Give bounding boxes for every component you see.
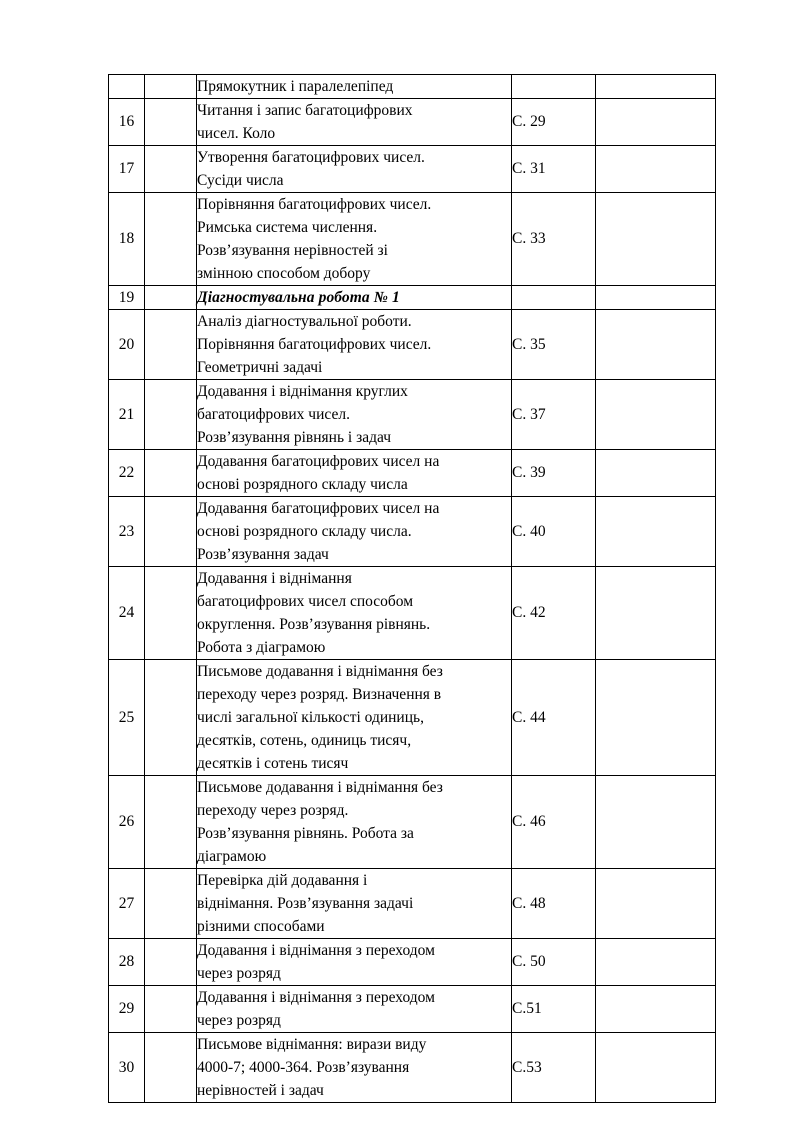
notes-cell — [596, 1033, 716, 1103]
lesson-number-cell: 29 — [109, 986, 145, 1033]
lesson-topic-line: Робота з діаграмою — [197, 639, 326, 656]
lesson-topic-line: десятків, сотень, одиниць тисяч, — [197, 732, 412, 749]
lesson-topic-line: Розв’язування нерівностей зі — [197, 242, 388, 259]
textbook-page-cell: С. 35 — [512, 310, 596, 380]
lesson-topic-cell — [197, 193, 512, 286]
lesson-number-cell: 17 — [109, 146, 145, 193]
lesson-topic-line: нерівностей і задач — [197, 1082, 324, 1099]
notes-cell — [596, 567, 716, 660]
lesson-number-cell: 30 — [109, 1033, 145, 1103]
table-row — [109, 567, 716, 660]
table-row — [109, 75, 716, 99]
lesson-topic-cell — [197, 869, 512, 939]
lesson-number-cell: 28 — [109, 939, 145, 986]
table-row — [109, 450, 716, 497]
lesson-topic-line: Утворення багатоцифрових чисел. — [197, 149, 425, 166]
textbook-page-cell: С.51 — [512, 986, 596, 1033]
lesson-date-cell — [145, 380, 197, 450]
lesson-date-cell — [145, 99, 197, 146]
lesson-topic-line: 4000-7; 4000-364. Розв’язування — [197, 1059, 410, 1076]
lesson-topic-line: багатоцифрових чисел. — [197, 406, 350, 423]
lesson-topic-cell — [197, 380, 512, 450]
table-row — [109, 497, 716, 567]
textbook-page-cell: С.53 — [512, 1033, 596, 1103]
lesson-topic-line: різними способами — [197, 918, 325, 935]
lesson-topic-line: Письмове додавання і віднімання без — [197, 779, 443, 796]
notes-cell — [596, 497, 716, 567]
lesson-number-cell: 21 — [109, 380, 145, 450]
lesson-number-cell: 19 — [109, 286, 145, 310]
lesson-topic-line: віднімання. Розв’язування задачі — [197, 895, 414, 912]
lesson-number-cell: 23 — [109, 497, 145, 567]
lesson-date-cell — [145, 1033, 197, 1103]
lesson-topic-line: Додавання багатоцифрових чисел на — [197, 500, 440, 517]
lesson-topic-cell — [197, 660, 512, 776]
lesson-topic-line: Сусіди числа — [197, 172, 284, 189]
lesson-topic-line: Прямокутник і паралелепіпед — [197, 78, 394, 95]
table-row — [109, 193, 716, 286]
table-row — [109, 380, 716, 450]
lesson-number-cell: 20 — [109, 310, 145, 380]
lesson-topic-line: переходу через розряд. Визначення в — [197, 686, 442, 703]
textbook-page-cell: С. 42 — [512, 567, 596, 660]
lesson-topic-cell — [197, 776, 512, 869]
lesson-date-cell — [145, 75, 197, 99]
lesson-date-cell — [145, 193, 197, 286]
lesson-topic-line: змінною способом добору — [197, 265, 371, 282]
lesson-date-cell — [145, 450, 197, 497]
lesson-date-cell — [145, 146, 197, 193]
notes-cell — [596, 986, 716, 1033]
lesson-topic-line: через розряд — [197, 965, 281, 982]
textbook-page-cell: С. 39 — [512, 450, 596, 497]
textbook-page-cell: С. 29 — [512, 99, 596, 146]
textbook-page-cell: С. 50 — [512, 939, 596, 986]
lesson-topic-cell — [197, 497, 512, 567]
textbook-page-cell: С. 40 — [512, 497, 596, 567]
lesson-plan-table — [108, 74, 716, 1103]
textbook-page-cell — [512, 286, 596, 310]
table-row — [109, 869, 716, 939]
lesson-date-cell — [145, 660, 197, 776]
lesson-topic-line: Порівняння багатоцифрових чисел. — [197, 196, 432, 213]
textbook-page-cell — [512, 75, 596, 99]
lesson-number-cell: 18 — [109, 193, 145, 286]
lesson-topic-line: числі загальної кількості одиниць, — [197, 709, 424, 726]
notes-cell — [596, 939, 716, 986]
lesson-topic-line: десятків і сотень тисяч — [197, 755, 349, 772]
lesson-topic-line: Порівняння багатоцифрових чисел. — [197, 336, 432, 353]
lesson-topic-line: багатоцифрових чисел способом — [197, 593, 414, 610]
table-row — [109, 660, 716, 776]
lesson-date-cell — [145, 776, 197, 869]
lesson-topic-cell — [197, 1033, 512, 1103]
notes-cell — [596, 146, 716, 193]
lesson-topic-cell — [197, 567, 512, 660]
table-row — [109, 286, 716, 310]
lesson-date-cell — [145, 567, 197, 660]
lesson-number-cell: 25 — [109, 660, 145, 776]
notes-cell — [596, 310, 716, 380]
lesson-topic-line: чисел. Коло — [197, 125, 276, 142]
lesson-date-cell — [145, 286, 197, 310]
lesson-topic-cell — [197, 939, 512, 986]
lesson-topic-line: Додавання багатоцифрових чисел на — [197, 453, 440, 470]
lesson-topic-cell — [197, 75, 512, 99]
lesson-plan-table-wrapper — [108, 74, 715, 1103]
lesson-date-cell — [145, 939, 197, 986]
table-row — [109, 310, 716, 380]
lesson-number-cell — [109, 75, 145, 99]
lesson-topic-line: Римська система числення. — [197, 219, 378, 236]
notes-cell — [596, 776, 716, 869]
lesson-date-cell — [145, 986, 197, 1033]
lesson-date-cell — [145, 869, 197, 939]
lesson-topic-line: Письмове додавання і віднімання без — [197, 663, 443, 680]
lesson-topic-line: Діагностувальна робота № 1 — [197, 289, 400, 306]
lesson-topic-line: округлення. Розв’язування рівнянь. — [197, 616, 431, 633]
lesson-topic-cell — [197, 310, 512, 380]
lesson-topic-cell — [197, 146, 512, 193]
notes-cell — [596, 380, 716, 450]
lesson-number-cell: 22 — [109, 450, 145, 497]
lesson-topic-line: Додавання і віднімання — [197, 570, 352, 587]
table-row — [109, 986, 716, 1033]
notes-cell — [596, 869, 716, 939]
notes-cell — [596, 450, 716, 497]
lesson-date-cell — [145, 310, 197, 380]
lesson-date-cell — [145, 497, 197, 567]
lesson-topic-line: через розряд — [197, 1012, 281, 1029]
lesson-topic-line: Додавання і віднімання з переходом — [197, 989, 435, 1006]
lesson-topic-line: основі розрядного складу числа — [197, 476, 408, 493]
lesson-topic-line: Письмове віднімання: вирази виду — [197, 1036, 427, 1053]
lesson-topic-line: Перевірка дій додавання і — [197, 872, 368, 889]
lesson-topic-cell — [197, 286, 512, 310]
textbook-page-cell: С. 44 — [512, 660, 596, 776]
lesson-topic-cell — [197, 986, 512, 1033]
table-row — [109, 146, 716, 193]
textbook-page-cell: С. 33 — [512, 193, 596, 286]
lesson-topic-line: Геометричні задачі — [197, 359, 323, 376]
lesson-topic-line: переходу через розряд. — [197, 802, 349, 819]
textbook-page-cell: С. 46 — [512, 776, 596, 869]
notes-cell — [596, 660, 716, 776]
notes-cell — [596, 286, 716, 310]
lesson-topic-cell — [197, 450, 512, 497]
lesson-number-cell: 27 — [109, 869, 145, 939]
table-row — [109, 776, 716, 869]
textbook-page-cell: С. 37 — [512, 380, 596, 450]
lesson-number-cell: 24 — [109, 567, 145, 660]
table-row — [109, 1033, 716, 1103]
notes-cell — [596, 75, 716, 99]
lesson-topic-line: Аналіз діагностувальної роботи. — [197, 313, 412, 330]
lesson-topic-line: Розв’язування задач — [197, 546, 329, 563]
lesson-topic-line: Додавання і віднімання круглих — [197, 383, 408, 400]
lesson-number-cell: 26 — [109, 776, 145, 869]
notes-cell — [596, 99, 716, 146]
lesson-topic-line: Розв’язування рівнянь і задач — [197, 429, 392, 446]
lesson-plan-table-body — [109, 75, 716, 1103]
textbook-page-cell: С. 31 — [512, 146, 596, 193]
lesson-topic-line: діаграмою — [197, 848, 267, 865]
lesson-topic-line: Розв’язування рівнянь. Робота за — [197, 825, 414, 842]
table-row — [109, 939, 716, 986]
notes-cell — [596, 193, 716, 286]
table-row — [109, 99, 716, 146]
lesson-number-cell: 16 — [109, 99, 145, 146]
lesson-topic-cell — [197, 99, 512, 146]
textbook-page-cell: С. 48 — [512, 869, 596, 939]
lesson-topic-line: основі розрядного складу числа. — [197, 523, 412, 540]
lesson-topic-line: Читання і запис багатоцифрових — [197, 102, 413, 119]
lesson-topic-line: Додавання і віднімання з переходом — [197, 942, 435, 959]
